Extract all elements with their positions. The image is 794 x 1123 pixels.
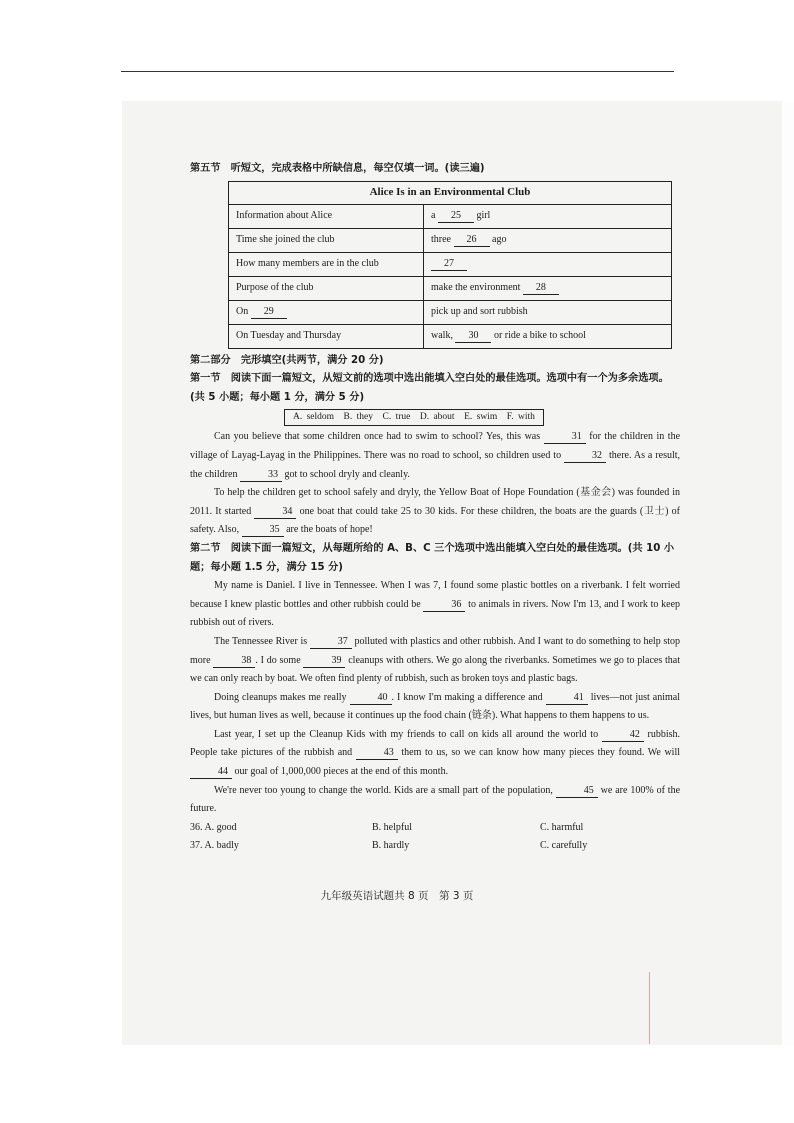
table-row bbox=[229, 252, 672, 276]
part2-heading: 第二部分 完形填空(共两节，满分 20 分) bbox=[190, 354, 384, 366]
blank: 30 bbox=[455, 330, 491, 343]
blank: 31 bbox=[544, 431, 586, 444]
row-answer: a 25 girl bbox=[424, 204, 672, 228]
table-title: Alice Is in an Environmental Club bbox=[229, 181, 672, 204]
blank: 27 bbox=[431, 258, 467, 271]
passage1-para2: To help the children get to school safely and dryly, the Yellow Boat of Hope Foundation (基金会) was founded in 2011. It started 34 one boat that could take 25 to 30 kids. For these children, the boats are the guards (卫士) of safety. Also, 35 are the boats of hope! bbox=[190, 487, 681, 536]
red-margin-mark bbox=[649, 972, 650, 1044]
blank: 38 bbox=[213, 655, 255, 668]
blank: 42 bbox=[602, 729, 644, 742]
passage2-para5: We're never too young to change the world. Kids are a small part of the population, 45 we are 100% of the future. bbox=[190, 784, 681, 815]
question-37-options bbox=[190, 837, 680, 856]
passage2-para4: Last year, I set up the Cleanup Kids with my friends to call on kids all around the world to 42 rubbish. People take pictures of the rubbish and 43 them to us, so we can know how many pieces they found. We will 44 our goal of 1,000,000 pieces at the end of this month. bbox=[190, 728, 681, 778]
blank: 44 bbox=[190, 766, 232, 779]
row-answer: pick up and sort rubbish bbox=[424, 300, 672, 324]
table-row bbox=[229, 300, 672, 324]
passage1-para1: Can you believe that some children once had to swim to school? Yes, this was 31 for the children in the village of Layag-Layag in the Philippines. There was no road to school, so children used to 32 there. As a result, the children 33 got to school dryly and cleanly. bbox=[190, 431, 681, 480]
blank: 41 bbox=[546, 692, 588, 705]
blank: 33 bbox=[240, 469, 282, 482]
options-box: A. seldom B. they C. true D. about E. swim F. with bbox=[284, 409, 544, 426]
blank: 36 bbox=[423, 599, 465, 612]
passage2-para1: My name is Daniel. I live in Tennessee. When I was 7, I found some plastic bottles on a riverbank. I felt worried because I knew plastic bottles and other rubbish could be 36 to animals in rivers. Now I'm 13, and I work to keep rubbish out of rivers. bbox=[190, 580, 681, 629]
table-row bbox=[229, 228, 672, 252]
blank: 29 bbox=[251, 306, 287, 319]
blank: 32 bbox=[564, 450, 606, 463]
blank: 40 bbox=[350, 692, 392, 705]
row-answer bbox=[424, 252, 672, 276]
row-label: Purpose of the club bbox=[229, 276, 424, 300]
question-36-options bbox=[190, 819, 680, 838]
page-footer: 九年级英语试题共 8 页 第 3 页 bbox=[320, 890, 474, 902]
option-c: C. harmful bbox=[540, 821, 584, 833]
table-row bbox=[229, 276, 672, 300]
option-b: B. helpful bbox=[372, 821, 412, 833]
row-label: On 29 bbox=[229, 300, 424, 324]
blank: 39 bbox=[303, 655, 345, 668]
blank: 25 bbox=[438, 210, 474, 223]
passage2-para2: The Tennessee River is 37 polluted with plastics and other rubbish. And I want to do something to help stop more 38 . I do some 39 cleanups with others. We go along the riverbanks. Sometimes we go to places that we can only reach by boat. We often find plenty of rubbish, such as broken toys and plastic bags. bbox=[190, 635, 681, 685]
table-row bbox=[229, 204, 672, 228]
blank: 35 bbox=[242, 524, 284, 537]
exam-page bbox=[190, 160, 680, 856]
blank: 37 bbox=[310, 636, 352, 649]
section1-heading: 第一节 阅读下面一篇短文，从短文前的选项中选出能填入空白处的最佳选项。选项中有一个为多余选项。(共 5 小题；每小题 1 分，满分 5 分) bbox=[190, 373, 669, 403]
row-answer: three 26 ago bbox=[424, 228, 672, 252]
scan-edge bbox=[782, 101, 794, 1045]
option-b: B. hardly bbox=[372, 840, 410, 852]
option-a: 36. A. good bbox=[190, 821, 237, 833]
row-label: Information about Alice bbox=[229, 204, 424, 228]
section5-heading: 第五节 听短文，完成表格中所缺信息，每空仅填一词。(读三遍) bbox=[190, 163, 485, 174]
blank: 43 bbox=[356, 747, 398, 760]
blank: 26 bbox=[454, 234, 490, 247]
row-answer: walk, 30 or ride a bike to school bbox=[424, 324, 672, 348]
option-c: C. carefully bbox=[540, 840, 588, 852]
row-label: How many members are in the club bbox=[229, 252, 424, 276]
row-label: Time she joined the club bbox=[229, 228, 424, 252]
section2-heading: 第二节 阅读下面一篇短文，从每题所给的 A、B、C 三个选项中选出能填入空白处的最佳选项。(共 10 小题；每小题 1.5 分，满分 15 分) bbox=[190, 542, 675, 573]
blank: 28 bbox=[523, 282, 559, 295]
row-answer: make the environment 28 bbox=[424, 276, 672, 300]
club-table bbox=[228, 181, 672, 349]
row-label: On Tuesday and Thursday bbox=[229, 324, 424, 348]
blank: 34 bbox=[254, 506, 296, 519]
passage2-para3: Doing cleanups makes me really 40 . I know I'm making a difference and 41 lives—not just animal lives, but human lives as well, because it continues up the food chain (链条). What happens to them happens to us. bbox=[190, 691, 681, 722]
option-a: 37. A. badly bbox=[190, 840, 239, 852]
table-row bbox=[229, 324, 672, 348]
blank: 45 bbox=[556, 785, 598, 798]
top-rule bbox=[121, 71, 674, 72]
